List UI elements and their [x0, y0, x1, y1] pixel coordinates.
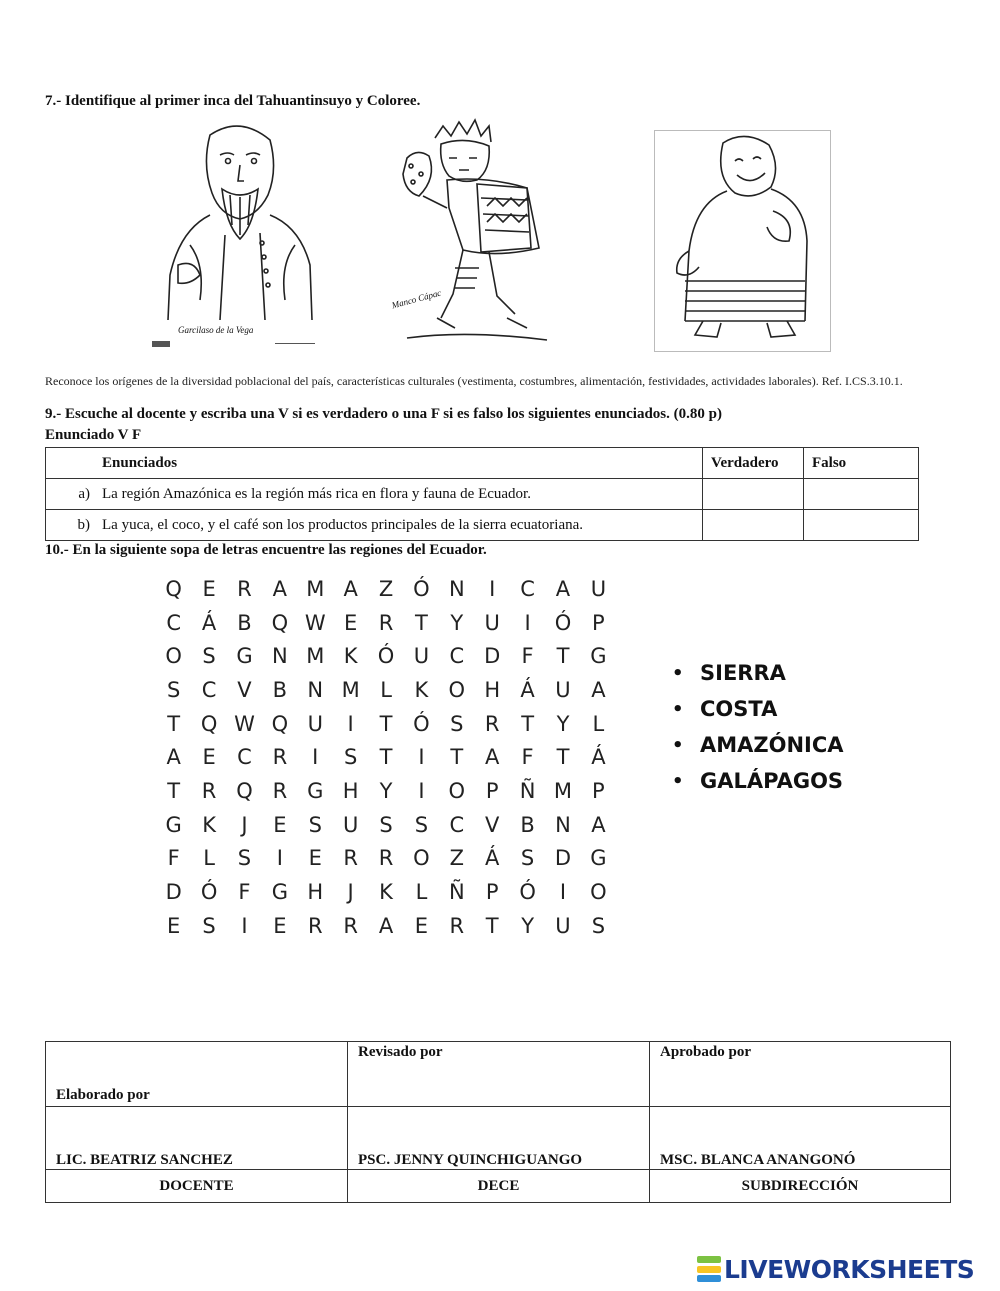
competency-note: Reconoce los orígenes de la diversidad poblacional del país, características culturales (vestimenta, costumbres, alimentación, festividades, actividades laborales). Ref. I.CS.3.10.1.	[45, 374, 903, 388]
header-statements: Enunciados	[94, 448, 703, 479]
garcilaso-portrait-image[interactable]	[150, 115, 330, 350]
grid-letter[interactable]: Z	[449, 846, 465, 871]
grid-letter[interactable]: Ó	[554, 610, 572, 635]
grid-letter[interactable]: O	[590, 880, 607, 905]
grid-letter[interactable]: M	[306, 644, 325, 669]
word-item: AMAZÓNICA	[700, 733, 844, 757]
grid-letter[interactable]: S	[308, 812, 322, 837]
grid-letter[interactable]: Á	[201, 610, 217, 635]
grid-letter[interactable]: I	[312, 745, 319, 770]
grid-letter[interactable]: N	[555, 812, 571, 837]
grid-letter[interactable]: U	[484, 610, 500, 635]
grid-letter[interactable]: G	[307, 778, 324, 803]
grid-letter[interactable]: I	[418, 778, 425, 803]
answer-true-cell[interactable]	[703, 510, 804, 541]
grid-letter[interactable]: C	[520, 576, 535, 601]
grid-letter[interactable]: P	[485, 880, 499, 905]
grid-letter[interactable]: S	[202, 644, 216, 669]
grid-letter[interactable]: T	[521, 711, 535, 736]
grid-letter[interactable]: F	[521, 644, 534, 669]
question-7-title: 7.- Identifique al primer inca del Tahuantinsuyo y Coloree.	[45, 93, 421, 109]
grid-letter[interactable]: N	[448, 576, 465, 601]
grid-letter[interactable]: Ñ	[448, 880, 465, 905]
grid-letter[interactable]: S	[414, 812, 429, 837]
bullet-icon: •	[672, 698, 684, 720]
header-true: Verdadero	[703, 448, 804, 479]
grid-letter[interactable]: O	[165, 644, 182, 669]
grid-letter[interactable]: B	[237, 610, 252, 635]
grid-letter[interactable]: G	[165, 812, 182, 837]
table-header-row	[46, 448, 919, 479]
grid-letter[interactable]: E	[273, 812, 287, 837]
grid-letter[interactable]: C	[237, 745, 252, 770]
grid-letter[interactable]: T	[450, 745, 464, 770]
list-item	[672, 691, 844, 727]
grid-letter[interactable]: A	[378, 913, 394, 938]
row-label: a)	[46, 479, 95, 510]
grid-letter[interactable]: W	[304, 610, 326, 635]
grid-letter[interactable]: Á	[520, 677, 535, 702]
grid-letter[interactable]: E	[202, 745, 216, 770]
grid-letter[interactable]: S	[202, 913, 216, 938]
grid-letter[interactable]: M	[306, 576, 325, 601]
grid-letter[interactable]: F	[167, 846, 180, 871]
grid-letter[interactable]: R	[307, 913, 323, 938]
grid-row	[156, 808, 616, 842]
grid-letter[interactable]: G	[590, 644, 607, 669]
grid-letter[interactable]: Á	[591, 745, 606, 770]
grid-letter[interactable]: U	[590, 576, 607, 601]
grid-letter[interactable]: N	[307, 677, 324, 702]
grid-letter[interactable]: S	[520, 846, 535, 871]
bullet-icon: •	[672, 770, 684, 792]
question-9-subtitle: Enunciado V F	[45, 427, 142, 443]
grid-letter[interactable]: E	[414, 913, 429, 938]
answer-false-cell[interactable]	[804, 510, 919, 541]
grid-row	[156, 774, 616, 808]
grid-letter[interactable]: U	[555, 677, 571, 702]
grid-letter[interactable]: K	[414, 677, 429, 702]
bullet-icon: •	[672, 734, 684, 756]
grid-letter[interactable]: R	[343, 913, 358, 938]
grid-letter[interactable]: I	[524, 610, 531, 635]
prepared-by-role: DOCENTE	[46, 1170, 348, 1203]
grid-letter[interactable]: U	[307, 711, 323, 736]
liveworksheets-logo-icon	[697, 1256, 721, 1282]
grid-letter[interactable]: C	[201, 677, 217, 702]
liveworksheets-brand[interactable]	[697, 1254, 974, 1284]
brand-name: LIVEWORKSHEETS	[724, 1254, 975, 1284]
grid-letter[interactable]: M	[341, 677, 360, 702]
signature-role-row	[46, 1170, 951, 1203]
grid-letter[interactable]: K	[202, 812, 216, 837]
grid-row	[156, 673, 616, 707]
grid-letter[interactable]: K	[343, 644, 358, 669]
grid-letter[interactable]: I	[347, 711, 354, 736]
grid-row	[156, 572, 616, 606]
grid-letter[interactable]: T	[379, 711, 393, 736]
grid-letter[interactable]: D	[165, 880, 182, 905]
grid-letter[interactable]: S	[343, 745, 358, 770]
grid-letter[interactable]: E	[273, 913, 287, 938]
word-item: GALÁPAGOS	[700, 769, 844, 793]
grid-letter[interactable]: R	[201, 778, 217, 803]
grid-letter[interactable]: S	[591, 913, 606, 938]
grid-letter[interactable]: S	[450, 711, 464, 736]
grid-letter[interactable]: R	[378, 610, 394, 635]
grid-letter[interactable]: J	[347, 880, 354, 905]
grid-letter[interactable]: Q	[200, 711, 218, 736]
grid-letter[interactable]: H	[342, 778, 359, 803]
cartoon-child-image[interactable]	[654, 130, 831, 352]
grid-letter[interactable]: U	[413, 644, 430, 669]
grid-letter[interactable]: T	[556, 644, 570, 669]
true-false-table	[45, 447, 919, 541]
grid-letter[interactable]: Q	[165, 576, 182, 601]
reviewed-by-role: DECE	[348, 1170, 650, 1203]
row-label: b)	[46, 510, 95, 541]
grid-letter[interactable]: S	[379, 812, 393, 837]
grid-letter[interactable]: G	[271, 880, 288, 905]
grid-letter[interactable]: F	[521, 745, 534, 770]
prepared-by-name: LIC. BEATRIZ SANCHEZ	[46, 1107, 348, 1170]
word-search-grid[interactable]	[156, 572, 616, 943]
reviewed-by-name: PSC. JENNY QUINCHIGUANGO	[348, 1107, 650, 1170]
grid-row	[156, 740, 616, 774]
grid-letter[interactable]: A	[272, 576, 288, 601]
grid-letter[interactable]: M	[553, 778, 573, 803]
grid-letter[interactable]: A	[591, 812, 606, 837]
grid-letter[interactable]: B	[272, 677, 288, 702]
grid-letter[interactable]: P	[592, 610, 605, 635]
grid-letter[interactable]: H	[307, 880, 324, 905]
header-false: Falso	[804, 448, 919, 479]
grid-letter[interactable]: R	[484, 711, 500, 736]
grid-letter[interactable]: A	[591, 677, 606, 702]
grid-letter[interactable]: I	[418, 745, 425, 770]
grid-letter[interactable]: Ó	[519, 880, 536, 905]
garcilaso-caption: Garcilaso de la Vega	[178, 325, 254, 335]
list-item	[672, 655, 844, 691]
word-item: COSTA	[700, 697, 778, 721]
grid-letter[interactable]: T	[485, 913, 499, 938]
grid-letter[interactable]: R	[343, 846, 358, 871]
table-row	[46, 479, 919, 510]
grid-letter[interactable]: K	[379, 880, 393, 905]
grid-letter[interactable]: F	[238, 880, 251, 905]
grid-letter[interactable]: A	[555, 576, 571, 601]
grid-letter[interactable]: V	[485, 812, 500, 837]
grid-letter[interactable]: Y	[556, 711, 570, 736]
grid-letter[interactable]: E	[167, 913, 181, 938]
grid-letter[interactable]: O	[448, 677, 466, 702]
grid-letter[interactable]: H	[484, 677, 501, 702]
signature-label-row	[46, 1042, 951, 1107]
grid-letter[interactable]: Ñ	[519, 778, 536, 803]
grid-letter[interactable]: Ó	[413, 711, 430, 736]
approved-by-label: Aprobado por	[650, 1042, 951, 1107]
signature-table	[45, 1041, 951, 1203]
grid-letter[interactable]: R	[272, 778, 288, 803]
grid-letter[interactable]: E	[202, 576, 216, 601]
grid-letter[interactable]: L	[415, 880, 428, 905]
grid-letter[interactable]: T	[167, 778, 181, 803]
grid-letter[interactable]: R	[272, 745, 288, 770]
grid-letter[interactable]: G	[590, 846, 607, 871]
grid-letter[interactable]: O	[448, 778, 466, 803]
image-signature-mark	[275, 337, 315, 344]
grid-letter[interactable]: L	[203, 846, 215, 871]
grid-letter[interactable]: I	[276, 846, 283, 871]
grid-letter[interactable]: Ó	[200, 880, 218, 905]
grid-letter[interactable]: T	[379, 745, 393, 770]
grid-row	[156, 875, 616, 909]
question-9-title: 9.- Escuche al docente y escriba una V si es verdadero o una F si es falso los siguientes enunciados. (0.80 p)	[45, 406, 722, 422]
grid-letter[interactable]: A	[343, 576, 358, 601]
grid-letter[interactable]: A	[485, 745, 500, 770]
grid-letter[interactable]: A	[166, 745, 181, 770]
grid-letter[interactable]: S	[167, 677, 181, 702]
grid-row	[156, 707, 616, 741]
grid-letter[interactable]: Ó	[377, 644, 395, 669]
grid-letter[interactable]: G	[236, 644, 253, 669]
grid-letter[interactable]: T	[556, 745, 570, 770]
grid-letter[interactable]: V	[237, 677, 252, 702]
grid-letter[interactable]: C	[449, 812, 465, 837]
grid-letter[interactable]: Á	[485, 846, 500, 871]
answer-false-cell[interactable]	[804, 479, 919, 510]
grid-letter[interactable]: Y	[521, 913, 535, 938]
grid-letter[interactable]: E	[344, 610, 358, 635]
reviewed-by-label: Revisado por	[348, 1042, 650, 1107]
grid-letter[interactable]: Y	[450, 610, 464, 635]
grid-letter[interactable]: Y	[379, 778, 393, 803]
grid-letter[interactable]: Q	[236, 778, 253, 803]
grid-letter[interactable]: I	[559, 880, 567, 905]
grid-letter[interactable]: S	[237, 846, 252, 871]
grid-letter[interactable]: U	[555, 913, 571, 938]
grid-letter[interactable]: J	[241, 812, 248, 837]
grid-letter[interactable]: E	[308, 846, 322, 871]
grid-letter[interactable]: R	[449, 913, 465, 938]
grid-letter[interactable]: L	[592, 711, 605, 736]
word-item: SIERRA	[700, 661, 786, 685]
grid-row	[156, 909, 616, 943]
grid-letter[interactable]: Q	[271, 711, 289, 736]
grid-letter[interactable]: R	[378, 846, 394, 871]
grid-letter[interactable]: D	[484, 644, 501, 669]
signature-name-row	[46, 1107, 951, 1170]
approved-by-role: SUBDIRECCIÓN	[650, 1170, 951, 1203]
grid-letter[interactable]: I	[241, 913, 248, 938]
grid-letter[interactable]: P	[485, 778, 499, 803]
grid-letter[interactable]: Z	[378, 576, 394, 601]
grid-letter[interactable]: O	[413, 846, 430, 871]
grid-letter[interactable]: D	[554, 846, 572, 871]
grid-letter[interactable]: Q	[271, 610, 289, 635]
table-row	[46, 510, 919, 541]
grid-letter[interactable]: R	[237, 576, 252, 601]
bullet-icon: •	[672, 662, 684, 684]
question-10-title: 10.- En la siguiente sopa de letras encuentre las regiones del Ecuador.	[45, 542, 487, 558]
grid-letter[interactable]: Ó	[413, 576, 430, 601]
grid-letter[interactable]: B	[520, 812, 535, 837]
statement-text: La yuca, el coco, y el café son los productos principales de la sierra ecuatoriana.	[94, 510, 703, 541]
image-stamp-mark	[152, 341, 170, 347]
grid-letter[interactable]: U	[342, 812, 359, 837]
grid-row	[156, 842, 616, 876]
statement-text: La región Amazónica es la región más rica en flora y fauna de Ecuador.	[94, 479, 703, 510]
prepared-by-label: Elaborado por	[46, 1042, 348, 1107]
word-list	[672, 655, 844, 799]
grid-letter[interactable]: C	[166, 610, 182, 635]
warrior-signature: Manco Cápac	[390, 287, 443, 311]
grid-row	[156, 606, 616, 640]
list-item	[672, 727, 844, 763]
grid-letter[interactable]: I	[489, 576, 496, 601]
grid-letter[interactable]: L	[380, 677, 392, 702]
approved-by-name: MSC. BLANCA ANANGONÓ	[650, 1107, 951, 1170]
grid-letter[interactable]: T	[415, 610, 428, 635]
list-item	[672, 763, 844, 799]
grid-row	[156, 639, 616, 673]
answer-true-cell[interactable]	[703, 479, 804, 510]
inca-warrior-image[interactable]	[377, 118, 577, 350]
grid-letter[interactable]: T	[167, 711, 181, 736]
grid-letter[interactable]: N	[272, 644, 288, 669]
grid-letter[interactable]: W	[234, 711, 255, 736]
grid-letter[interactable]: P	[592, 778, 605, 803]
grid-letter[interactable]: C	[449, 644, 465, 669]
